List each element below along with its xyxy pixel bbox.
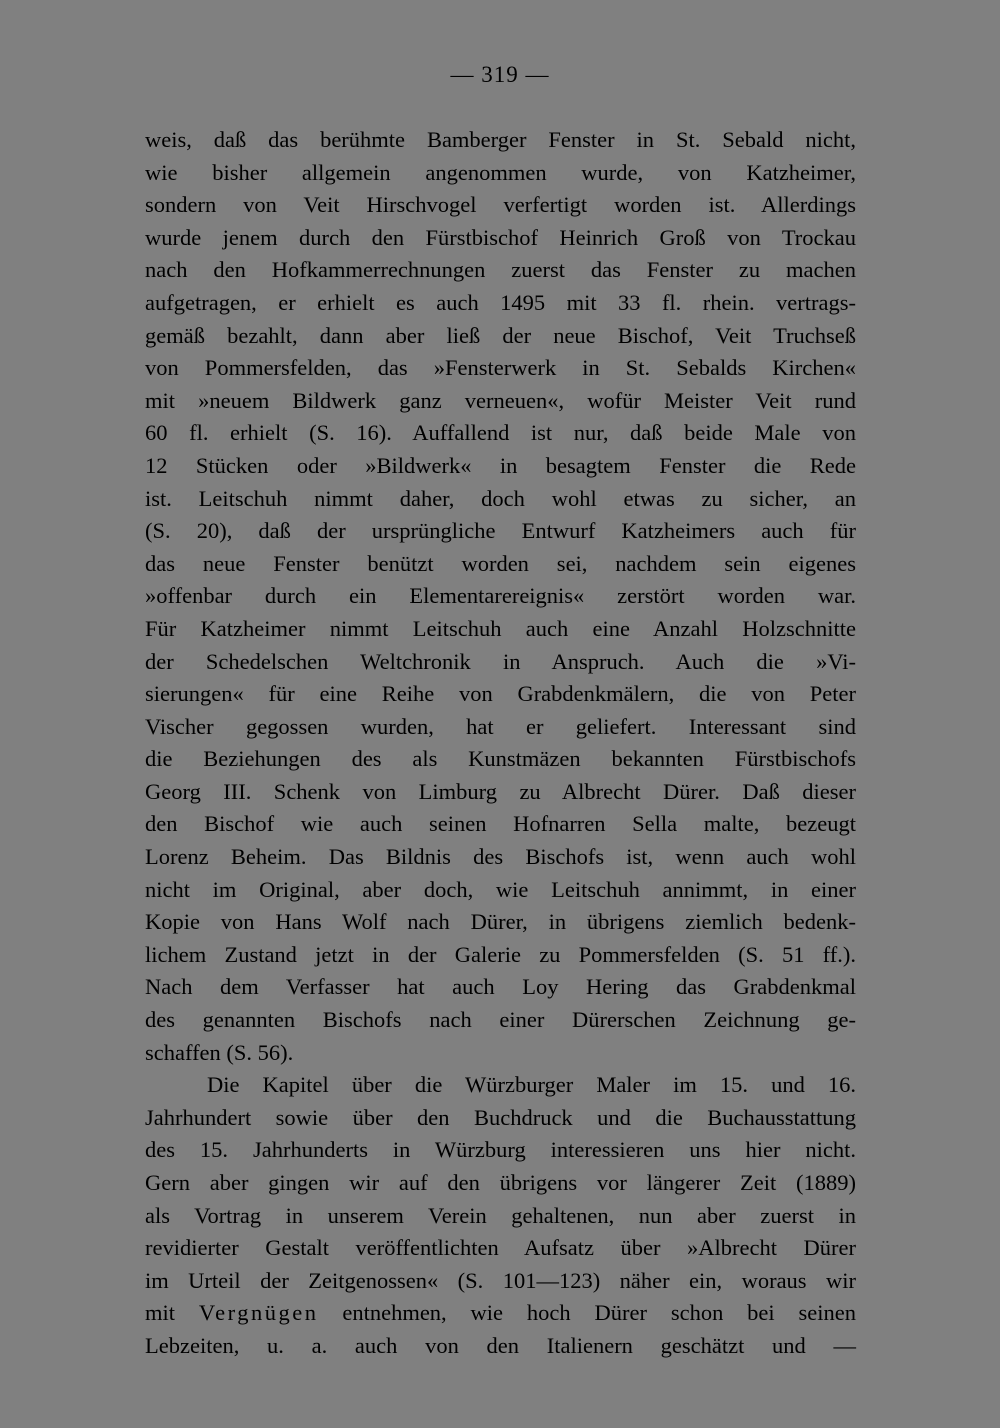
text-line: den Bischof wie auch seinen Hofnarren Sella malte, bezeugt (145, 811, 856, 837)
text-line: von Pommersfelden, das »Fensterwerk in St. Sebalds Kirchen« (145, 355, 856, 381)
text-line: Gern aber gingen wir auf den übrigens vor längerer Zeit (1889) (145, 1170, 856, 1195)
text-line: das neue Fenster benützt worden sei, nachdem sein eigenes (145, 550, 856, 576)
text-line: Vischer gegossen wurden, hat er geliefert. Interessant sind (145, 713, 856, 739)
text-line: sierungen« für eine Reihe von Grabdenkmälern, die von Peter (145, 681, 856, 707)
text-line: nicht im Original, aber doch, wie Leitschuh annimmt, in einer (145, 876, 856, 902)
body-text (145, 124, 856, 1363)
text-line: Jahrhundert sowie über den Buchdruck und die Buchausstattung (145, 1104, 856, 1130)
line-start-word: mit (145, 1300, 176, 1326)
text-line: des 15. Jahrhunderts in Würzburg interessieren uns hier nicht. (145, 1137, 856, 1163)
text-line: die Beziehungen des als Kunstmäzen bekannten Fürstbischofs (145, 746, 856, 772)
paragraph-start-line: Die Kapitel über die Würzburger Maler im 15. und 16. (207, 1072, 856, 1098)
text-line: im Urteil der Zeitgenossen« (S. 101—123) näher ein, woraus wir (145, 1267, 856, 1293)
text-line: des genannten Bischofs nach einer Dürerschen Zeichnung ge- (145, 1007, 856, 1033)
text-line: lichem Zustand jetzt in der Galerie zu Pommersfelden (S. 51 ff.). (145, 941, 856, 967)
text-line: wie bisher allgemein angenommen wurde, von Katzheimer, (145, 159, 856, 185)
spaced-emphasis-word: Vergnügen (198, 1300, 319, 1326)
text-line: weis, daß das berühmte Bamberger Fenster in St. Sebald nicht, (145, 127, 856, 152)
text-line: ist. Leitschuh nimmt daher, doch wohl etwas zu sicher, an (145, 485, 856, 511)
text-line: Lorenz Beheim. Das Bildnis des Bischofs ist, wenn auch wohl (145, 844, 856, 870)
text-line: Nach dem Verfasser hat auch Loy Hering das Grabdenkmal (145, 974, 856, 1000)
text-line: als Vortrag in unserem Verein gehaltenen, nun aber zuerst in (145, 1202, 856, 1228)
text-line: »offenbar durch ein Elementarereignis« zerstört worden war. (145, 583, 856, 609)
text-line: wurde jenem durch den Fürstbischof Heinrich Groß von Trockau (145, 224, 856, 250)
text-line: aufgetragen, er erhielt es auch 1495 mit 33 fl. rhein. vertrags- (145, 289, 856, 315)
text-line (145, 1297, 856, 1330)
text-line: (S. 20), daß der ursprüngliche Entwurf Katzheimers auch für (145, 518, 856, 544)
text-line: 12 Stücken oder »Bildwerk« in besagtem Fenster die Rede (145, 452, 856, 478)
text-line: nach den Hofkammerrechnungen zuerst das Fenster zu machen (145, 257, 856, 283)
paragraph-end-line: schaffen (S. 56). (145, 1039, 294, 1065)
text-line: revidierter Gestalt veröffentlichten Aufsatz über »Albrecht Dürer (145, 1235, 856, 1261)
text-line: der Schedelschen Weltchronik in Anspruch. Auch die »Vi- (145, 648, 856, 674)
line-rest: entnehmen, wie hoch Dürer schon bei seinen (342, 1300, 857, 1326)
page-number: — 319 — (450, 62, 550, 87)
text-line: mit »neuem Bildwerk ganz verneuen«, wofür Meister Veit rund (145, 387, 856, 413)
text-line: 60 fl. erhielt (S. 16). Auffallend ist nur, daß beide Male von (145, 420, 856, 446)
text-line: Kopie von Hans Wolf nach Dürer, in übrigens ziemlich bedenk- (145, 909, 856, 935)
text-line: Für Katzheimer nimmt Leitschuh auch eine Anzahl Holzschnitte (145, 615, 856, 641)
text-line: Lebzeiten, u. a. auch von den Italienern geschätzt und — (145, 1332, 856, 1358)
text-line: Georg III. Schenk von Limburg zu Albrecht Dürer. Daß dieser (145, 778, 856, 804)
text-line: sondern von Veit Hirschvogel verfertigt worden ist. Allerdings (145, 192, 856, 218)
text-line: gemäß bezahlt, dann aber ließ der neue Bischof, Veit Truchseß (145, 322, 856, 348)
